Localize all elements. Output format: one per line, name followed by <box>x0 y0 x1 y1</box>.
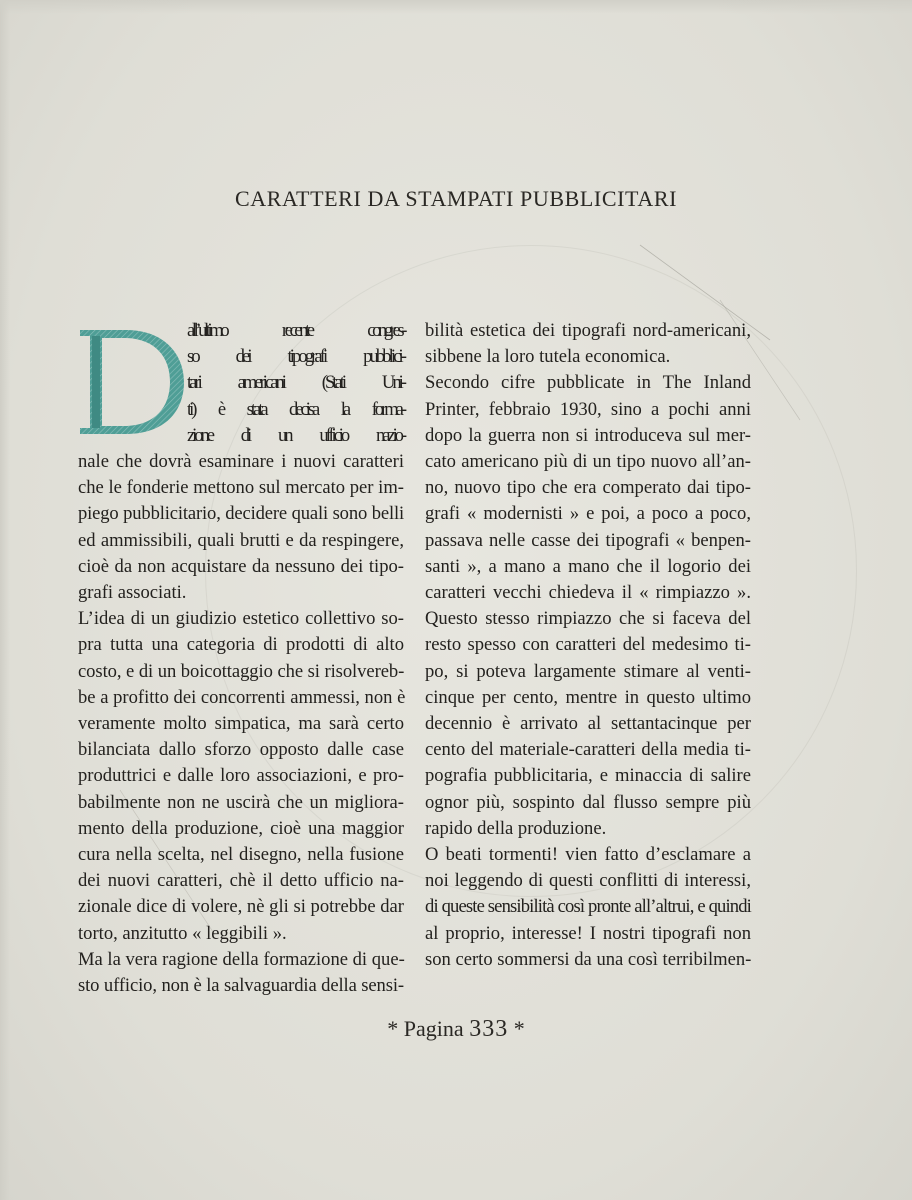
text-line: L’idea di un giudizio estetico collettivo so- <box>78 608 404 630</box>
text-line: cura nella scelta, nel disegno, nella fusione <box>78 844 404 866</box>
text-line: nale che dovrà esaminare i nuovi caratteri <box>78 451 404 473</box>
text-line: pografia pubblicitaria, e minaccia di salire <box>425 765 751 787</box>
text-line: Printer, febbraio 1930, sino a pochi anni <box>425 398 751 420</box>
text-line: dei nuovi caratteri, chè il detto ufficio na- <box>78 870 404 892</box>
text-line: mento della produzione, cioè una maggior <box>78 817 404 839</box>
text-line: tari americani (Stati Uni- <box>187 372 404 394</box>
page-footer <box>0 1016 912 1043</box>
text-line: O beati tormenti! vien fatto d’esclamare a <box>425 844 751 866</box>
left-column <box>78 318 404 999</box>
text-line: dopo la guerra non si introduceva sul mer- <box>425 424 751 446</box>
page-number: 333 <box>469 1016 509 1042</box>
text-line: bilanciata dallo sforzo opposto dalle case <box>78 739 404 761</box>
text-line: zionale dice di volere, nè gli si potrebbe dar <box>78 896 404 918</box>
text-line: cato americano più di un tipo nuovo all’an- <box>425 451 751 473</box>
text-line: Secondo cifre pubblicate in The Inland <box>425 372 751 394</box>
text-line: babilmente non ne uscirà che un migliora- <box>78 791 404 813</box>
text-line: ti) è stata decisa la forma- <box>187 398 404 420</box>
text-line: costo, e di un boicottaggio che si risolvereb- <box>78 660 405 682</box>
footer-suffix: * <box>508 1016 525 1041</box>
text-line: cento del materiale-caratteri della media ti- <box>425 739 751 761</box>
text-line: be a profitto dei concorrenti ammessi, non è <box>78 686 406 708</box>
text-line: ed ammissibili, quali brutti e da respingere, <box>78 529 404 551</box>
text-line: torto, anzitutto « leggibili ». <box>78 922 287 944</box>
right-column <box>425 318 751 973</box>
text-line: zione di un ufficio nazio- <box>187 424 404 446</box>
text-line: ognor più, sospinto dal flusso sempre più <box>425 791 751 813</box>
text-line: so dei tipografi pubblici- <box>187 346 404 368</box>
text-line: di queste sensibilità così pronte all’altrui, e quindi <box>425 896 751 918</box>
text-line: pra tutta una categoria di prodotti di alto <box>78 634 404 656</box>
text-line: rapido della produzione. <box>425 817 607 839</box>
text-line: Questo stesso rimpiazzo che si faceva del <box>425 608 751 630</box>
text-line: decennio è arrivato al settantacinque per <box>425 713 751 735</box>
text-line: po, si poteva largamente stimare al venti- <box>425 660 751 682</box>
text-line: sibbene la loro tutela economica. <box>425 346 671 368</box>
text-line: caratteri vecchi chiedeva il « rimpiazzo ». <box>425 582 751 604</box>
text-line: sto ufficio, non è la salvaguardia della sensi- <box>78 975 404 997</box>
text-line: che le fonderie mettono sul mercato per im- <box>78 477 404 499</box>
text-line: cinque per cento, mentre in questo ultimo <box>425 686 751 708</box>
text-line: cioè da non acquistare da nessuno dei tipo- <box>78 555 404 577</box>
text-line: veramente molto simpatica, ma sarà certo <box>78 713 404 735</box>
text-line: produttrici e dalle loro associazioni, e pro- <box>78 765 404 787</box>
text-line: son certo sommersi da una così terribilmen- <box>425 948 752 970</box>
footer-prefix: * Pagina <box>387 1016 470 1041</box>
text-line: grafi associati. <box>78 582 187 604</box>
text-line: santi », a mano a mano che il logorio dei <box>425 555 751 577</box>
text-line: noi leggendo di questi conflitti di interessi, <box>425 870 751 892</box>
text-line: bilità estetica dei tipografi nord-americani, <box>425 320 751 341</box>
text-line: passava nelle casse dei tipografi « benpen- <box>425 529 751 551</box>
page-header: CARATTERI DA STAMPATI PUBBLICITARI <box>234 186 678 211</box>
text-line: al proprio, interesse! I nostri tipografi non <box>425 922 751 944</box>
text-line: all’ultimo recente congres- <box>187 320 404 341</box>
text-line: piego pubblicitario, decidere quali sono belli <box>78 503 404 525</box>
text-line: Ma la vera ragione della formazione di que- <box>78 948 405 970</box>
text-line: grafi « modernisti » e poi, a poco a poco, <box>425 503 751 525</box>
text-line: resto spesso con caratteri del medesimo ti- <box>425 634 751 656</box>
text-line: no, nuovo tipo che era comperato dai tipo- <box>425 477 751 499</box>
